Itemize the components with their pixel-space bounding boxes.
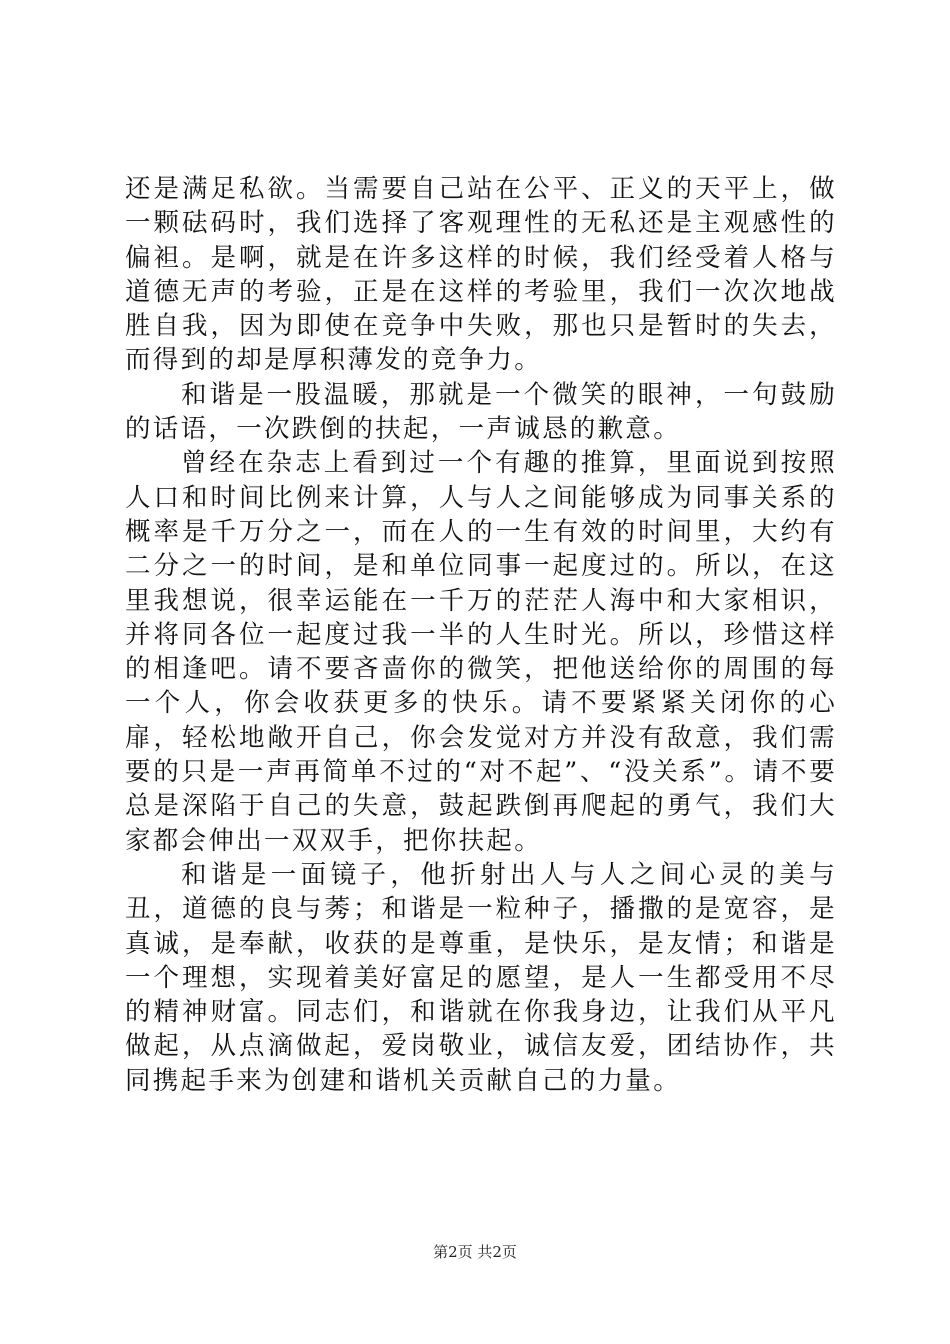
paragraph-4: 和谐是一面镜子，他折射出人与人之间心灵的美与丑，道德的良与莠；和谐是一粒种子，播撒的是宽容，是真诚，是奉献，收获的是尊重，是快乐，是友情；和谐是一个理想，实现着美好富足的愿望，是人一生都受用不尽的精神财富。同志们，和谐就在你我身边，让我们从平凡做起，从点滴做起，爱岗敬业，诚信友爱，团结协作，共同携起手来为创建和谐机关贡献自己的力量。	[125, 859, 837, 1096]
paragraph-2: 和谐是一股温暖，那就是一个微笑的眼神，一句鼓励的话语，一次跌倒的扶起，一声诚恳的歉意。	[125, 379, 837, 445]
page-number-footer: 第2页 共2页	[433, 1243, 517, 1261]
document-body	[125, 172, 837, 1098]
paragraph-3: 曾经在杂志上看到过一个有趣的推算，里面说到按照人口和时间比例来计算，人与人之间能够成为同事关系的概率是千万分之一，而在人的一生有效的时间里，大约有二分之一的时间，是和单位同事一起度过的。所以，在这里我想说，很幸运能在一千万的茫茫人海中和大家相识，并将同各位一起度过我一半的人生时光。所以，珍惜这样的相逢吧。请不要吝啬你的微笑，把他送给你的周围的每一个人，你会收获更多的快乐。请不要紧紧关闭你的心扉，轻松地敞开自己，你会发觉对方并没有敌意，我们需要的只是一声再简单不过的“对不起”、“没关系”。请不要总是深陷于自己的失意，鼓起跌倒再爬起的勇气，我们大家都会伸出一双双手，把你扶起。	[125, 448, 837, 856]
paragraph-1: 还是满足私欲。当需要自己站在公平、正义的天平上，做一颗砝码时，我们选择了客观理性的无私还是主观感性的偏袒。是啊，就是在许多这样的时候，我们经受着人格与道德无声的考验，正是在这样的考验里，我们一次次地战胜自我，因为即使在竞争中失败，那也只是暂时的失去，而得到的却是厚积薄发的竞争力。	[125, 174, 837, 376]
